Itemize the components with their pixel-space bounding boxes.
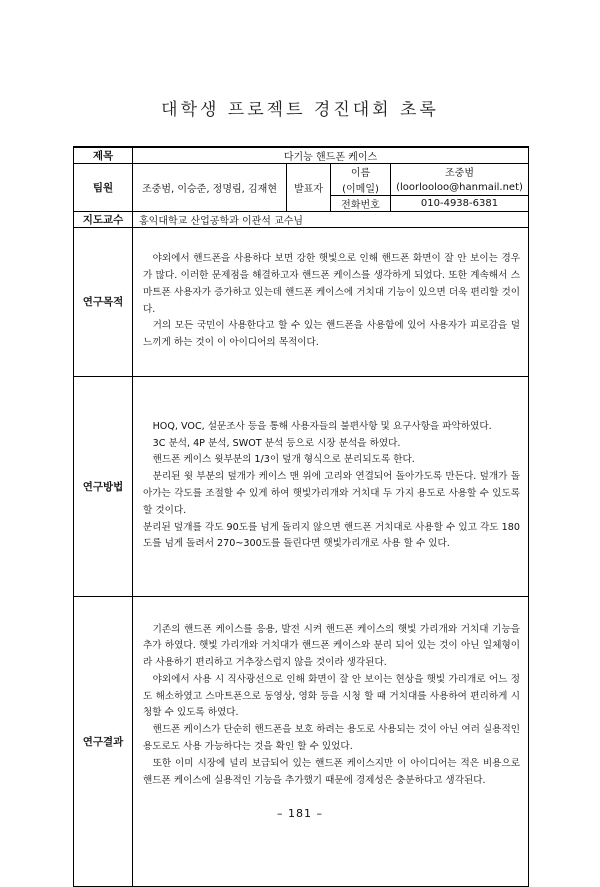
result-paragraph: 또한 이미 시장에 널리 보급되어 있는 핸드폰 케이스지만 이 아이디어는 적은 비용으로 핸드폰 케이스에 실용적인 기능을 추가했기 때문에 경제성은 충분하다고 생각된다. [143,757,520,786]
subject-value: 다기능 핸드폰 케이스 [133,147,529,164]
subject-row [74,147,529,164]
advisor-value: 홍익대학교 산업공학과 이관석 교수님 [133,211,529,227]
method-paragraph: 분리된 윗 부분의 덮개가 케이스 맨 위에 고리와 연결되어 돌아가도록 만든다. 덮개가 돌아가는 각도를 조절할 수 있게 하여 햇빛가리개와 거치대 두 가지 용도로 사용할 수 있도록 할 것이다. [143,471,520,516]
phone-label: 전화번호 [331,195,391,211]
purpose-content [133,227,529,376]
method-paragraph: HOQ, VOC, 설문조사 등을 통해 사용자들의 불편사항 및 요구사항을 파악하였다. [152,420,492,432]
purpose-paragraph: 거의 모든 국민이 사용한다고 할 수 있는 핸드폰을 사용함에 있어 사용자가 피로감을 덜 느끼게 하는 것이 이 아이디어의 목적이다. [143,320,520,349]
advisor-row [74,211,529,227]
team-label: 팀원 [74,164,133,212]
email-value: (loorlooloo@hanmail.net) [391,180,529,196]
team-row [74,164,529,180]
advisor-label: 지도교수 [74,211,133,227]
phone-value: 010-4938-6381 [391,195,529,211]
method-paragraph: 핸드폰 케이스 윗부분의 1/3이 덮개 형식으로 분리되도록 한다. [152,454,415,466]
name-value: 조중범 [391,164,529,180]
abstract-table [73,146,529,887]
email-label: (이메일) [331,180,391,196]
result-label: 연구결과 [74,596,133,886]
result-paragraph: 핸드폰 케이스가 단순히 핸드폰을 보호 하려는 용도로 사용되는 것이 아닌 여러 실용적인 용도로도 사용 가능하다는 것을 확인 할 수 있었다. [143,724,520,753]
purpose-label: 연구목적 [74,227,133,376]
result-paragraph: 기존의 핸드폰 케이스를 응용, 발전 시켜 핸드폰 케이스의 햇빛 가리개와 거치대 기능을 추가 하였다. 햇빛 가리개와 거치대가 핸드폰 케이스와 분리 되어 있는 것이 아닌 일체형이라 사용하기 편리하고 거추장스럽지 않을 것이라 생각된다. [143,623,520,669]
team-value: 조중범, 이승준, 정명림, 김재현 [133,164,287,212]
document-title: 대학생 프로젝트 경진대회 초록 [161,100,439,120]
presenter-label: 발표자 [287,164,331,212]
subject-label: 제목 [74,147,133,164]
purpose-paragraph: 야외에서 핸드폰을 사용하다 보면 강한 햇빛으로 인해 핸드폰 화면이 잘 안 보이는 경우가 많다. 이러한 문제점을 해결하고자 핸드폰 케이스를 생각하게 되었다. 또한 계속해서 스마트폰 사용자가 증가하고 있는데 핸드폰 케이스에 거치대 기능이 있으면 더욱 편리할 것이다. [143,253,520,315]
method-paragraph: 분리된 덮개를 각도 90도를 넘게 돌리지 않으면 핸드폰 거치대로 사용할 수 있고 각도 180도를 넘게 돌려서 270~300도를 돌린다면 햇빛가리개로 사용 할 수 있다. [143,521,520,550]
name-label: 이름 [331,164,391,180]
method-paragraph: 3C 분석, 4P 분석, SWOT 분석 등으로 시장 분석을 하였다. [152,437,401,449]
result-paragraph: 야외에서 사용 시 직사광선으로 인해 화면이 잘 안 보이는 현상을 햇빛 가리개로 어느 정도 해소하였고 스마트폰으로 동영상, 영화 등을 시청 할 때 거치대를 사용하여 편리하게 시청할 수 있도록 하였다. [143,673,520,719]
page-number: – 181 – [277,807,323,820]
purpose-row [74,227,529,376]
result-content [133,596,529,886]
result-row [74,596,529,886]
method-label: 연구방법 [74,376,133,596]
method-row [74,376,529,596]
method-content [133,376,529,596]
